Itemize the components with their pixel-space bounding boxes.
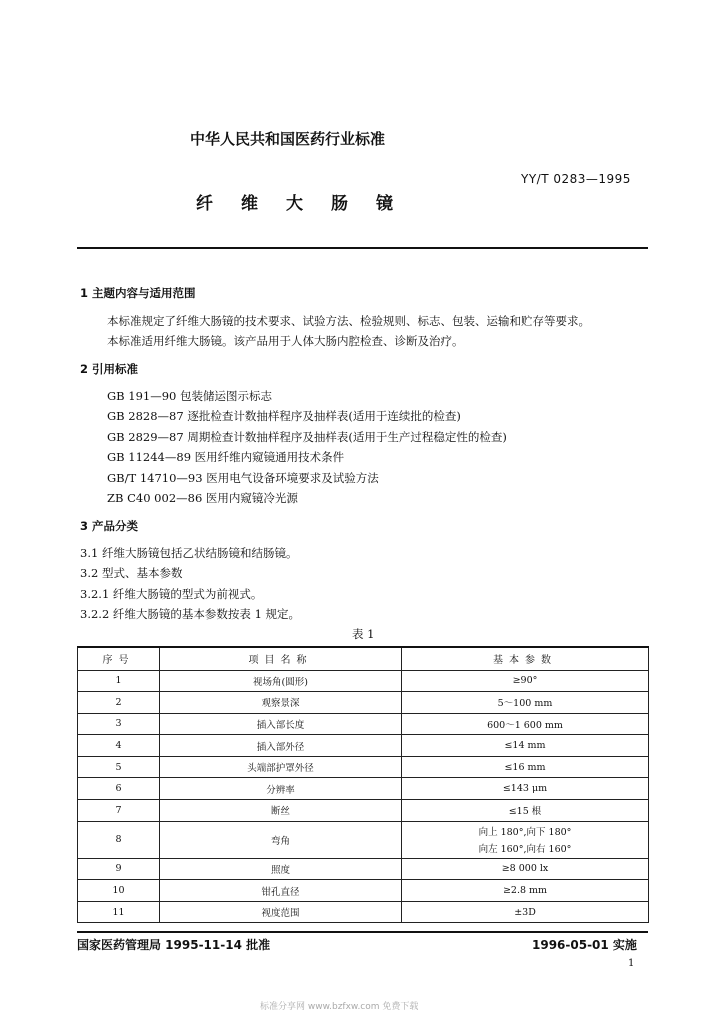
row-item-name: 视场角(圆形) <box>160 670 402 692</box>
table-header-row <box>78 647 649 670</box>
row-item-name: 插入部外径 <box>160 735 402 757</box>
reference-item: GB 11244—89 医用纤维内窥镜通用技术条件 <box>107 450 345 464</box>
parameter-value-line: ≤14 mm <box>504 740 546 752</box>
row-number: 1 <box>78 670 160 692</box>
table-row <box>78 880 649 902</box>
clause-3-2-2: 3.2.2 纤维大肠镜的基本参数按表 1 规定。 <box>80 607 301 621</box>
industry-standard-heading: 中华人民共和国医药行业标准 <box>190 130 386 148</box>
parameter-value-line: ≥2.8 mm <box>502 885 548 897</box>
row-number: 7 <box>78 800 160 822</box>
parameter-value-line: ≤143 μm <box>502 783 548 795</box>
basic-parameters-table <box>77 646 649 923</box>
reference-item: GB 2828—87 逐批检查计数抽样程序及抽样表(适用于连续批的检查) <box>107 409 461 423</box>
reference-item: GB 2829—87 周期检查计数抽样程序及抽样表(适用于生产过程稳定性的检查) <box>107 430 507 444</box>
section-1-paragraph-1: 本标准规定了纤维大肠镜的技术要求、试验方法、检验规则、标志、包装、运输和贮存等要求。 <box>107 314 590 328</box>
row-number: 5 <box>78 756 160 778</box>
row-number: 9 <box>78 858 160 880</box>
row-number: 6 <box>78 778 160 800</box>
footer-divider <box>77 931 648 933</box>
clause-3-2-1: 3.2.1 纤维大肠镜的型式为前视式。 <box>80 587 263 601</box>
table-row <box>78 756 649 778</box>
parameter-value-line: 5～100 mm <box>497 698 553 710</box>
parameter-value-line: 向左 160°,向右 160° <box>478 844 572 856</box>
row-item-name: 断丝 <box>160 800 402 822</box>
row-parameter-value <box>402 901 649 923</box>
row-item-name: 插入部长度 <box>160 713 402 735</box>
parameter-value-line: 向上 180°,向下 180° <box>478 827 572 839</box>
table-row <box>78 821 649 858</box>
column-header-number: 序号 <box>78 647 160 670</box>
reference-item: ZB C40 002—86 医用内窥镜冷光源 <box>107 491 298 505</box>
row-parameter-value <box>402 692 649 714</box>
row-item-name: 头端部护罩外径 <box>160 756 402 778</box>
row-item-name: 钳孔直径 <box>160 880 402 902</box>
column-header-item: 项目名称 <box>160 647 402 670</box>
clause-3-2: 3.2 型式、基本参数 <box>80 566 183 580</box>
row-item-name: 观察景深 <box>160 692 402 714</box>
table-row <box>78 670 649 692</box>
table-row <box>78 901 649 923</box>
table-row <box>78 735 649 757</box>
row-item-name: 照度 <box>160 858 402 880</box>
row-parameter-value <box>402 756 649 778</box>
parameter-value-line: ±3D <box>514 906 536 918</box>
row-parameter-value <box>402 735 649 757</box>
section-1-heading: 1 主题内容与适用范围 <box>80 286 196 300</box>
column-header-value: 基本参数 <box>402 647 649 670</box>
row-number: 10 <box>78 880 160 902</box>
header-divider <box>77 247 648 249</box>
watermark-text: 标准分享网 www.bzfxw.com 免费下载 <box>260 1002 419 1012</box>
row-parameter-value <box>402 858 649 880</box>
row-number: 11 <box>78 901 160 923</box>
clause-3-1: 3.1 纤维大肠镜包括乙状结肠镜和结肠镜。 <box>80 546 298 560</box>
table-row <box>78 800 649 822</box>
document-title: 纤维大肠镜 <box>196 194 421 214</box>
row-parameter-value <box>402 670 649 692</box>
section-3-heading: 3 产品分类 <box>80 519 139 533</box>
approval-statement: 国家医药管理局 1995-11-14 批准 <box>77 938 271 952</box>
parameter-value-line: ≥90° <box>512 675 538 687</box>
parameter-value-line: 600～1 600 mm <box>487 719 563 731</box>
implementation-date: 1996-05-01 实施 <box>532 938 637 952</box>
row-parameter-value <box>402 778 649 800</box>
row-item-name: 弯角 <box>160 821 402 858</box>
row-item-name: 视度范围 <box>160 901 402 923</box>
section-1-paragraph-2: 本标准适用纤维大肠镜。该产品用于人体大肠内腔检查、诊断及治疗。 <box>107 334 464 348</box>
row-number: 4 <box>78 735 160 757</box>
row-item-name: 分辨率 <box>160 778 402 800</box>
table-row <box>78 692 649 714</box>
page-number: 1 <box>628 958 635 969</box>
table-row <box>78 778 649 800</box>
row-number: 2 <box>78 692 160 714</box>
row-number: 3 <box>78 713 160 735</box>
parameter-value-line: ≤15 根 <box>508 806 542 818</box>
row-parameter-value <box>402 821 649 858</box>
row-parameter-value <box>402 713 649 735</box>
reference-item: GB 191—90 包装储运图示标志 <box>107 389 273 403</box>
reference-item: GB/T 14710—93 医用电气设备环境要求及试验方法 <box>107 471 379 485</box>
table-caption: 表 1 <box>352 627 375 641</box>
table-row <box>78 713 649 735</box>
row-parameter-value <box>402 800 649 822</box>
table-row <box>78 858 649 880</box>
section-2-heading: 2 引用标准 <box>80 362 139 376</box>
parameter-value-line: ≥8 000 lx <box>501 863 549 875</box>
standard-code: YY/T 0283—1995 <box>521 172 631 186</box>
row-parameter-value <box>402 880 649 902</box>
parameter-value-line: ≤16 mm <box>504 761 546 773</box>
row-number: 8 <box>78 821 160 858</box>
